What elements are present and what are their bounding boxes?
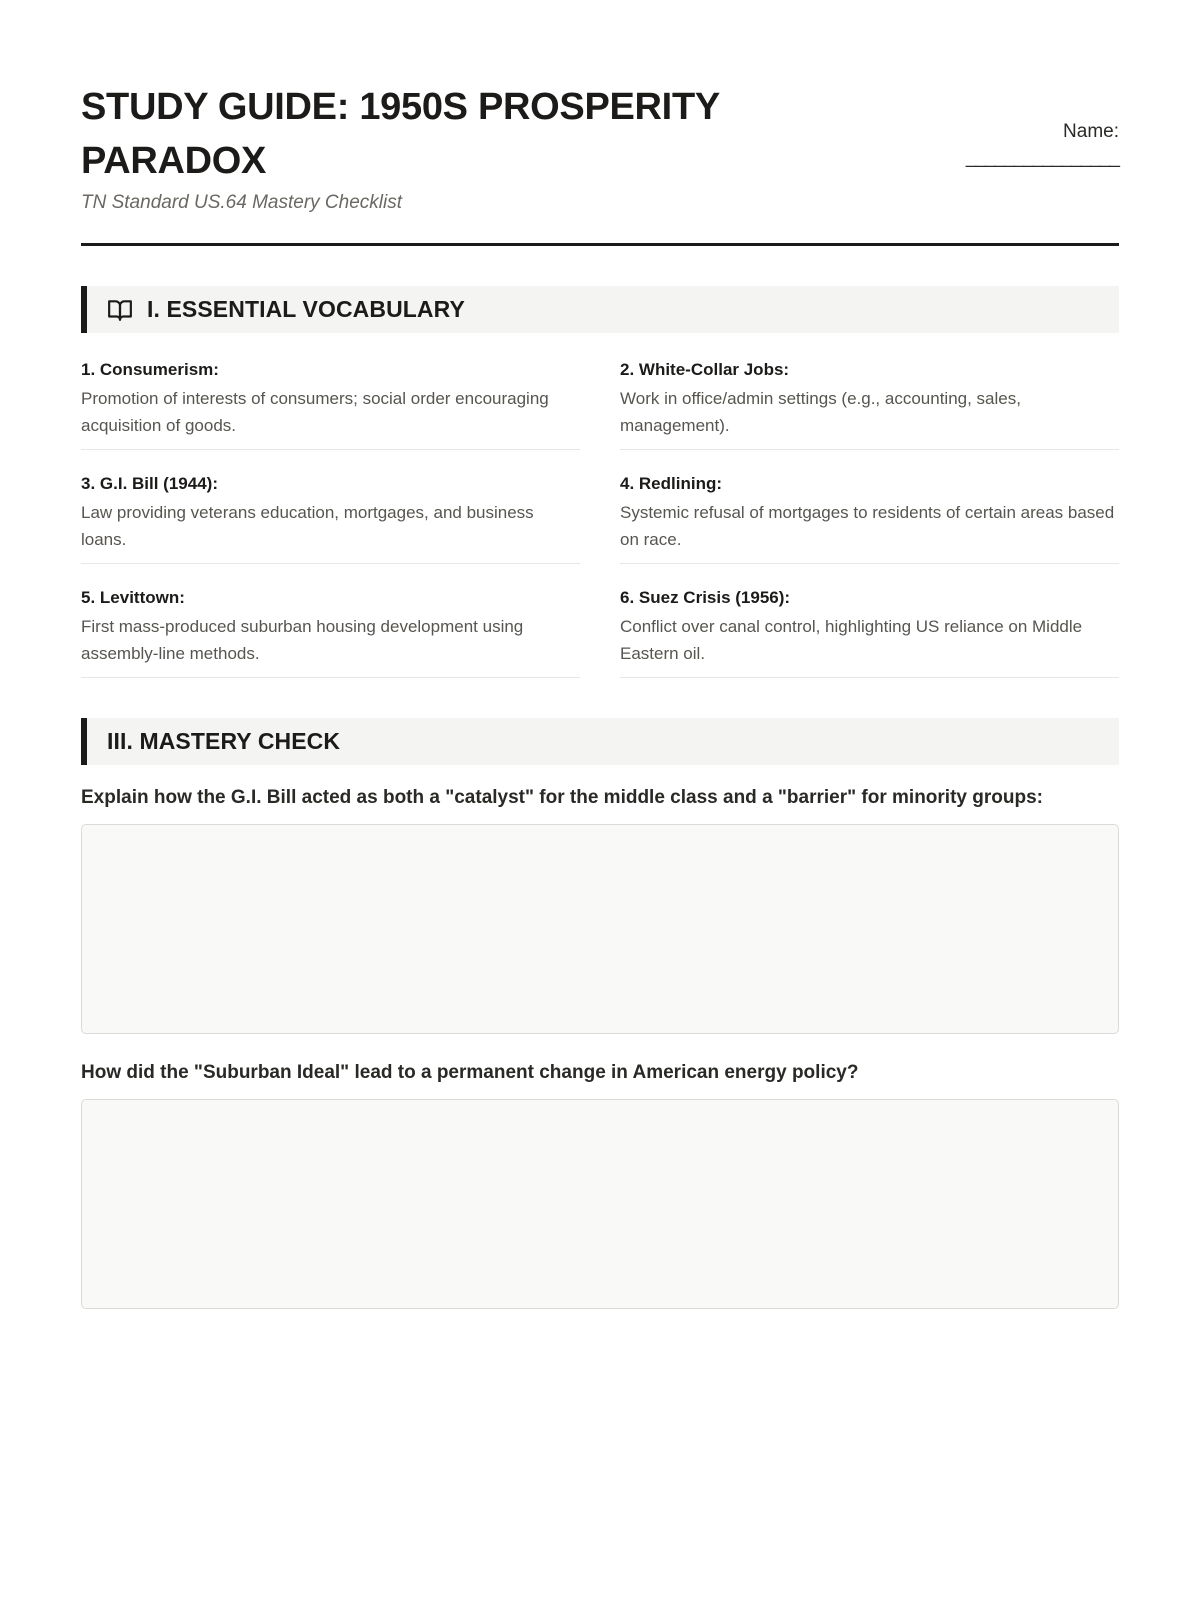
- vocab-definition: Promotion of interests of consumers; social order encouraging acquisition of goods.: [81, 389, 549, 435]
- page-header: [81, 0, 1119, 246]
- vocabulary-section-header: [81, 286, 1119, 333]
- mastery-heading: III. MASTERY CHECK: [107, 728, 341, 754]
- vocab-item: [620, 463, 1119, 564]
- book-open-icon: [107, 297, 133, 323]
- vocab-definition: Conflict over canal control, highlighting US reliance on Middle Eastern oil.: [620, 617, 1083, 663]
- vocab-definition: Law providing veterans education, mortgages, and business loans.: [81, 503, 534, 549]
- vocabulary-heading: I. ESSENTIAL VOCABULARY: [147, 296, 465, 322]
- vocab-term: 6. Suez Crisis (1956):: [620, 588, 791, 607]
- question-prompt: Explain how the G.I. Bill acted as both a "catalyst" for the middle class and a "barrier" for minority groups:: [81, 787, 1043, 808]
- page-title: STUDY GUIDE: 1950S PROSPERITY PARADOX: [81, 86, 720, 182]
- vocab-item: [81, 463, 580, 564]
- vocab-definition: Systemic refusal of mortgages to residents of certain areas based on race.: [620, 503, 1115, 549]
- answer-box[interactable]: [81, 824, 1119, 1034]
- vocab-term: 5. Levittown:: [81, 588, 185, 607]
- vocab-definition: Work in office/admin settings (e.g., accounting, sales, management).: [620, 389, 1021, 435]
- vocab-definition: First mass-produced suburban housing development using assembly-line methods.: [81, 617, 524, 663]
- name-line[interactable]: ________________: [965, 147, 1119, 168]
- vocab-term: 4. Redlining:: [620, 474, 722, 493]
- vocabulary-grid: [81, 349, 1119, 691]
- page-subtitle: TN Standard US.64 Mastery Checklist: [81, 192, 403, 213]
- vocab-term: 2. White-Collar Jobs:: [620, 360, 790, 379]
- vocab-term: 3. G.I. Bill (1944):: [81, 474, 218, 493]
- vocab-item: [81, 349, 580, 450]
- vocab-term: 1. Consumerism:: [81, 360, 219, 379]
- question-prompt: How did the "Suburban Ideal" lead to a permanent change in American energy policy?: [81, 1062, 859, 1083]
- mastery-section-header: [81, 718, 1119, 765]
- vocab-item: [81, 577, 580, 678]
- name-field[interactable]: [966, 121, 1119, 169]
- vocab-item: [620, 349, 1119, 450]
- name-label: Name:: [1063, 121, 1119, 142]
- answer-box[interactable]: [81, 1099, 1119, 1309]
- vocab-item: [620, 577, 1119, 678]
